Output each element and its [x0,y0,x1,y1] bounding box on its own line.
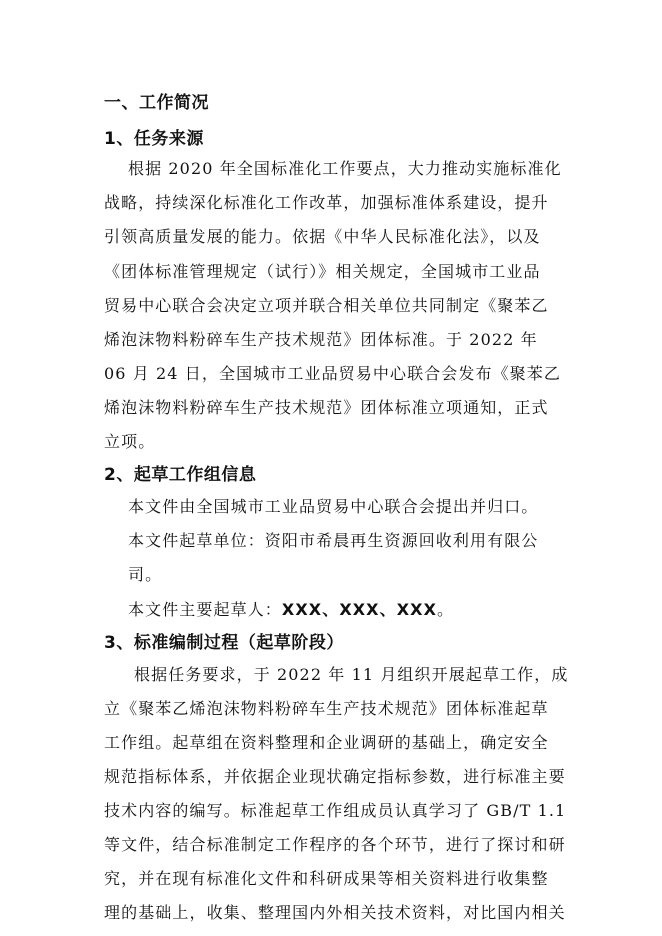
paragraph-line: 工作组。起草组在资料整理和企业调研的基础上，确定安全 [104,733,549,752]
section-heading-work-overview: 一、工作简况 [104,93,209,113]
drafters-label: 本文件主要起草人： [128,600,282,619]
paragraph-line: 技术内容的编写。标准起草工作组成员认真学习了 GB/T 1.1 [104,801,567,820]
paragraph-line: 烯泡沫物料粉碎车生产技术规范》团体标准立项通知，正式 [104,398,549,417]
paragraph-line: 立项。 [104,432,156,451]
paragraph-line: 究，并在现有标准化文件和科研成果等相关资料进行收集整 [104,869,549,888]
paragraph-line: 06 月 24 日，全国城市工业品贸易中心联合会发布《聚苯乙 [104,364,561,383]
subheading-drafting-group: 2、起草工作组信息 [104,465,257,485]
paragraph-line: 规范指标体系，并依据企业现状确定指标参数，进行标准主要 [104,767,566,786]
drafters-period: 。 [437,600,455,619]
paragraph-line: 根据 2020 年全国标准化工作要点，大力推动实施标准化 [128,159,562,178]
paragraph-line: 等文件，结合标准制定工作程序的各个环节，进行了探讨和研 [104,835,566,854]
subheading-task-source: 1、任务来源 [104,129,204,149]
paragraph-line: 司。 [128,565,163,584]
paragraph-line: 战略，持续深化标准化工作改革，加强标准体系建设，提升 [104,193,549,212]
paragraph-line: 理的基础上，收集、整理国内外相关技术资料，对比国内相关 [104,903,566,922]
paragraph-line: 《团体标准管理规定（试行）》相关规定，全国城市工业品 [104,262,541,281]
paragraph-line: 本文件起草单位：资阳市希晨再生资源回收利用有限公 [128,531,539,550]
paragraph-line: 贸易中心联合会决定立项并联合相关单位共同制定《聚苯乙 [104,296,549,315]
paragraph-line: 本文件由全国城市工业品贸易中心联合会提出并归口。 [128,497,539,516]
subheading-drafting-process: 3、标准编制过程（起草阶段） [104,633,344,653]
paragraph-line: 引领高质量发展的能力。依据《中华人民标准化法》，以及 [104,227,541,246]
paragraph-line: 烯泡沫物料粉碎车生产技术规范》团体标准。于 2022 年 [104,330,538,349]
drafters-line [128,597,454,620]
paragraph-line: 立《聚苯乙烯泡沫物料粉碎车生产技术规范》团体标准起草 [104,699,549,718]
drafters-names: XXX、XXX、XXX [281,600,438,619]
paragraph-line: 根据任务要求，于 2022 年 11 月组织开展起草工作，成 [134,665,569,684]
